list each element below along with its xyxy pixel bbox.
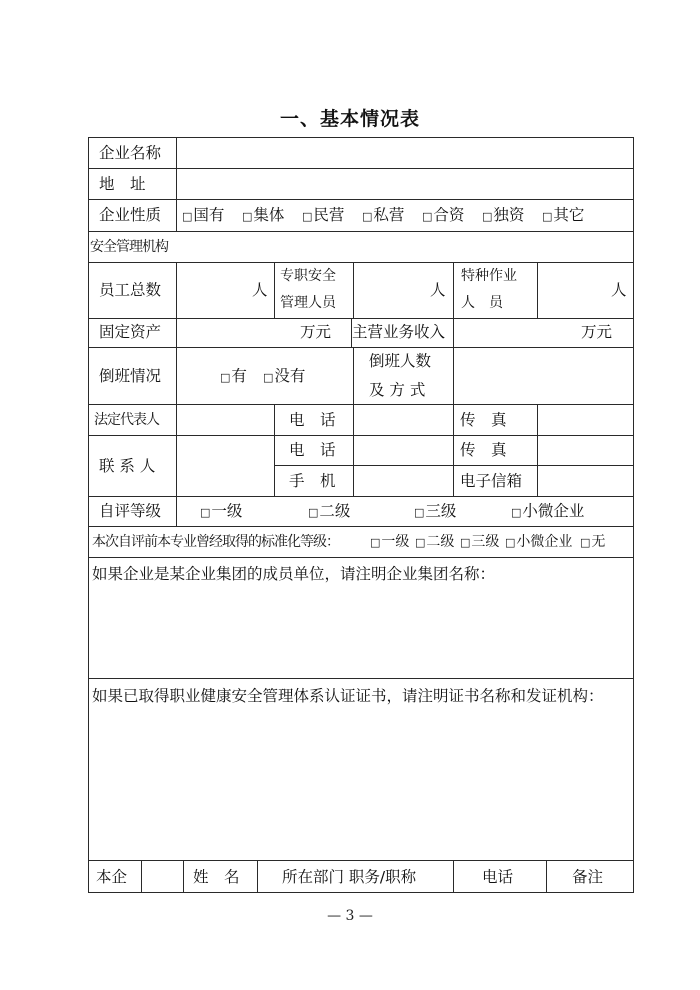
- col-divider: [176, 262, 177, 526]
- col-divider: [176, 137, 177, 231]
- checkbox-icon: □: [505, 536, 516, 549]
- contact-label: 联 系 人: [99, 457, 156, 475]
- checkbox-icon: □: [511, 506, 522, 519]
- address-field[interactable]: [178, 170, 632, 198]
- row-divider: [88, 496, 634, 497]
- bottom-col-phone: 电话: [482, 868, 514, 886]
- col-divider: [353, 347, 354, 404]
- checkbox-icon: □: [580, 536, 591, 549]
- company-name-field[interactable]: [178, 139, 632, 167]
- bottom-col-name: 姓 名: [193, 868, 240, 886]
- col-divider: [453, 860, 454, 892]
- nature-option-private-run[interactable]: □民营: [302, 206, 345, 224]
- nature-option-state[interactable]: □国有: [182, 206, 225, 224]
- assets-unit: 万元: [300, 323, 332, 341]
- self-rating-option-level2[interactable]: □二级: [308, 502, 351, 520]
- col-divider: [353, 404, 354, 496]
- income-unit: 万元: [581, 323, 613, 341]
- row-divider: [88, 404, 634, 405]
- row-divider: [88, 347, 634, 348]
- income-label: 主营业务收入: [352, 323, 446, 341]
- self-rating-option-level1[interactable]: □一级: [200, 502, 243, 520]
- row-divider: [88, 318, 634, 319]
- checkbox-icon: □: [308, 506, 319, 519]
- col-divider: [453, 318, 454, 347]
- prior-level-option-micro[interactable]: □小微企业: [505, 534, 573, 550]
- cert-note-label: 如果已取得职业健康安全管理体系认证证书，请注明证书名称和发证机构：: [92, 687, 604, 705]
- prior-level-label: 本次自评前本专业曾经取得的标准化等级：: [92, 534, 339, 550]
- col-divider: [453, 262, 454, 318]
- bottom-col-company: 本企: [96, 868, 128, 886]
- nature-label: 企业性质: [99, 206, 162, 224]
- special-ops-unit: 人: [611, 281, 627, 299]
- safety-org-label: 安全管理机构: [90, 239, 168, 255]
- col-divider: [141, 860, 142, 892]
- checkbox-icon: □: [242, 210, 253, 223]
- cert-note-field[interactable]: [90, 712, 632, 858]
- row-divider: [88, 860, 634, 861]
- self-rating-option-micro[interactable]: □小微企业: [511, 502, 585, 520]
- col-divider: [183, 860, 184, 892]
- shift-count-label-line2: 及 方 式: [369, 381, 426, 399]
- group-note-field[interactable]: [90, 590, 632, 676]
- row-divider: [88, 199, 634, 200]
- col-divider: [353, 262, 354, 318]
- prior-level-option-level3[interactable]: □三级: [460, 534, 500, 550]
- nature-option-sole[interactable]: □独资: [482, 206, 525, 224]
- contact-phone-label: 电 话: [289, 441, 336, 459]
- row-divider: [88, 526, 634, 527]
- col-divider: [537, 404, 538, 496]
- checkbox-icon: □: [460, 536, 471, 549]
- row-divider: [88, 435, 634, 436]
- col-divider: [257, 860, 258, 892]
- staff-total-unit: 人: [252, 281, 268, 299]
- legal-rep-label: 法定代表人: [94, 412, 159, 428]
- shift-label: 倒班情况: [99, 367, 162, 385]
- checkbox-icon: □: [302, 210, 313, 223]
- staff-total-label: 员工总数: [99, 281, 162, 299]
- row-divider: [88, 262, 634, 263]
- col-divider: [274, 404, 275, 496]
- nature-option-collective[interactable]: □集体: [242, 206, 285, 224]
- safety-manager-label-line1: 专职安全: [280, 268, 336, 284]
- prior-level-option-level2[interactable]: □二级: [415, 534, 455, 550]
- self-rating-option-level3[interactable]: □三级: [414, 502, 457, 520]
- prior-level-option-none[interactable]: □无: [580, 534, 606, 550]
- nature-option-other[interactable]: □其它: [542, 206, 585, 224]
- checkbox-icon: □: [414, 506, 425, 519]
- self-rating-label: 自评等级: [99, 502, 162, 520]
- table-border-left: [88, 137, 89, 893]
- checkbox-icon: □: [482, 210, 493, 223]
- assets-label: 固定资产: [99, 323, 162, 341]
- special-ops-label-line1: 特种作业: [461, 268, 517, 284]
- row-divider: [274, 465, 634, 466]
- checkbox-icon: □: [200, 506, 211, 519]
- checkbox-icon: □: [220, 371, 231, 384]
- table-border-right: [633, 137, 634, 893]
- company-name-label: 企业名称: [99, 144, 162, 162]
- address-label: 地 址: [99, 175, 146, 193]
- checkbox-icon: □: [415, 536, 426, 549]
- col-divider: [453, 347, 454, 404]
- checkbox-icon: □: [542, 210, 553, 223]
- row-divider: [88, 168, 634, 169]
- bottom-col-remark: 备注: [572, 868, 604, 886]
- nature-option-joint-venture[interactable]: □合资: [422, 206, 465, 224]
- nature-option-private[interactable]: □私营: [362, 206, 405, 224]
- contact-fax-label: 传 真: [460, 441, 507, 459]
- checkbox-icon: □: [263, 371, 274, 384]
- checkbox-icon: □: [422, 210, 433, 223]
- contact-email-label: 电子信箱: [460, 472, 523, 490]
- contact-mobile-label: 手 机: [289, 472, 336, 490]
- col-divider: [453, 404, 454, 496]
- table-border-bottom: [88, 892, 634, 893]
- safety-manager-unit: 人: [430, 281, 446, 299]
- col-divider: [274, 262, 275, 318]
- shift-count-label-line1: 倒班人数: [369, 352, 432, 370]
- col-divider: [546, 860, 547, 892]
- safety-manager-label-line2: 管理人员: [280, 295, 336, 311]
- legal-rep-fax-label: 传 真: [460, 411, 507, 429]
- bottom-col-dept-title: 所在部门 职务/职称: [282, 868, 417, 886]
- legal-rep-phone-label: 电 话: [289, 411, 336, 429]
- page-title: 一、基本情况表: [279, 108, 420, 130]
- page-number: — 3 —: [327, 908, 373, 924]
- checkbox-icon: □: [182, 210, 193, 223]
- shift-option-yes[interactable]: □有: [220, 367, 247, 385]
- safety-org-field[interactable]: [178, 233, 632, 261]
- col-divider: [537, 262, 538, 318]
- prior-level-option-level1[interactable]: □一级: [370, 534, 410, 550]
- special-ops-label-line2: 人 员: [461, 295, 503, 311]
- checkbox-icon: □: [362, 210, 373, 223]
- row-divider: [88, 678, 634, 679]
- group-note-label: 如果企业是某企业集团的成员单位，请注明企业集团名称：: [92, 565, 496, 583]
- shift-option-no[interactable]: □没有: [263, 367, 306, 385]
- table-border-top: [88, 137, 634, 138]
- checkbox-icon: □: [370, 536, 381, 549]
- row-divider: [88, 231, 634, 232]
- row-divider: [88, 557, 634, 558]
